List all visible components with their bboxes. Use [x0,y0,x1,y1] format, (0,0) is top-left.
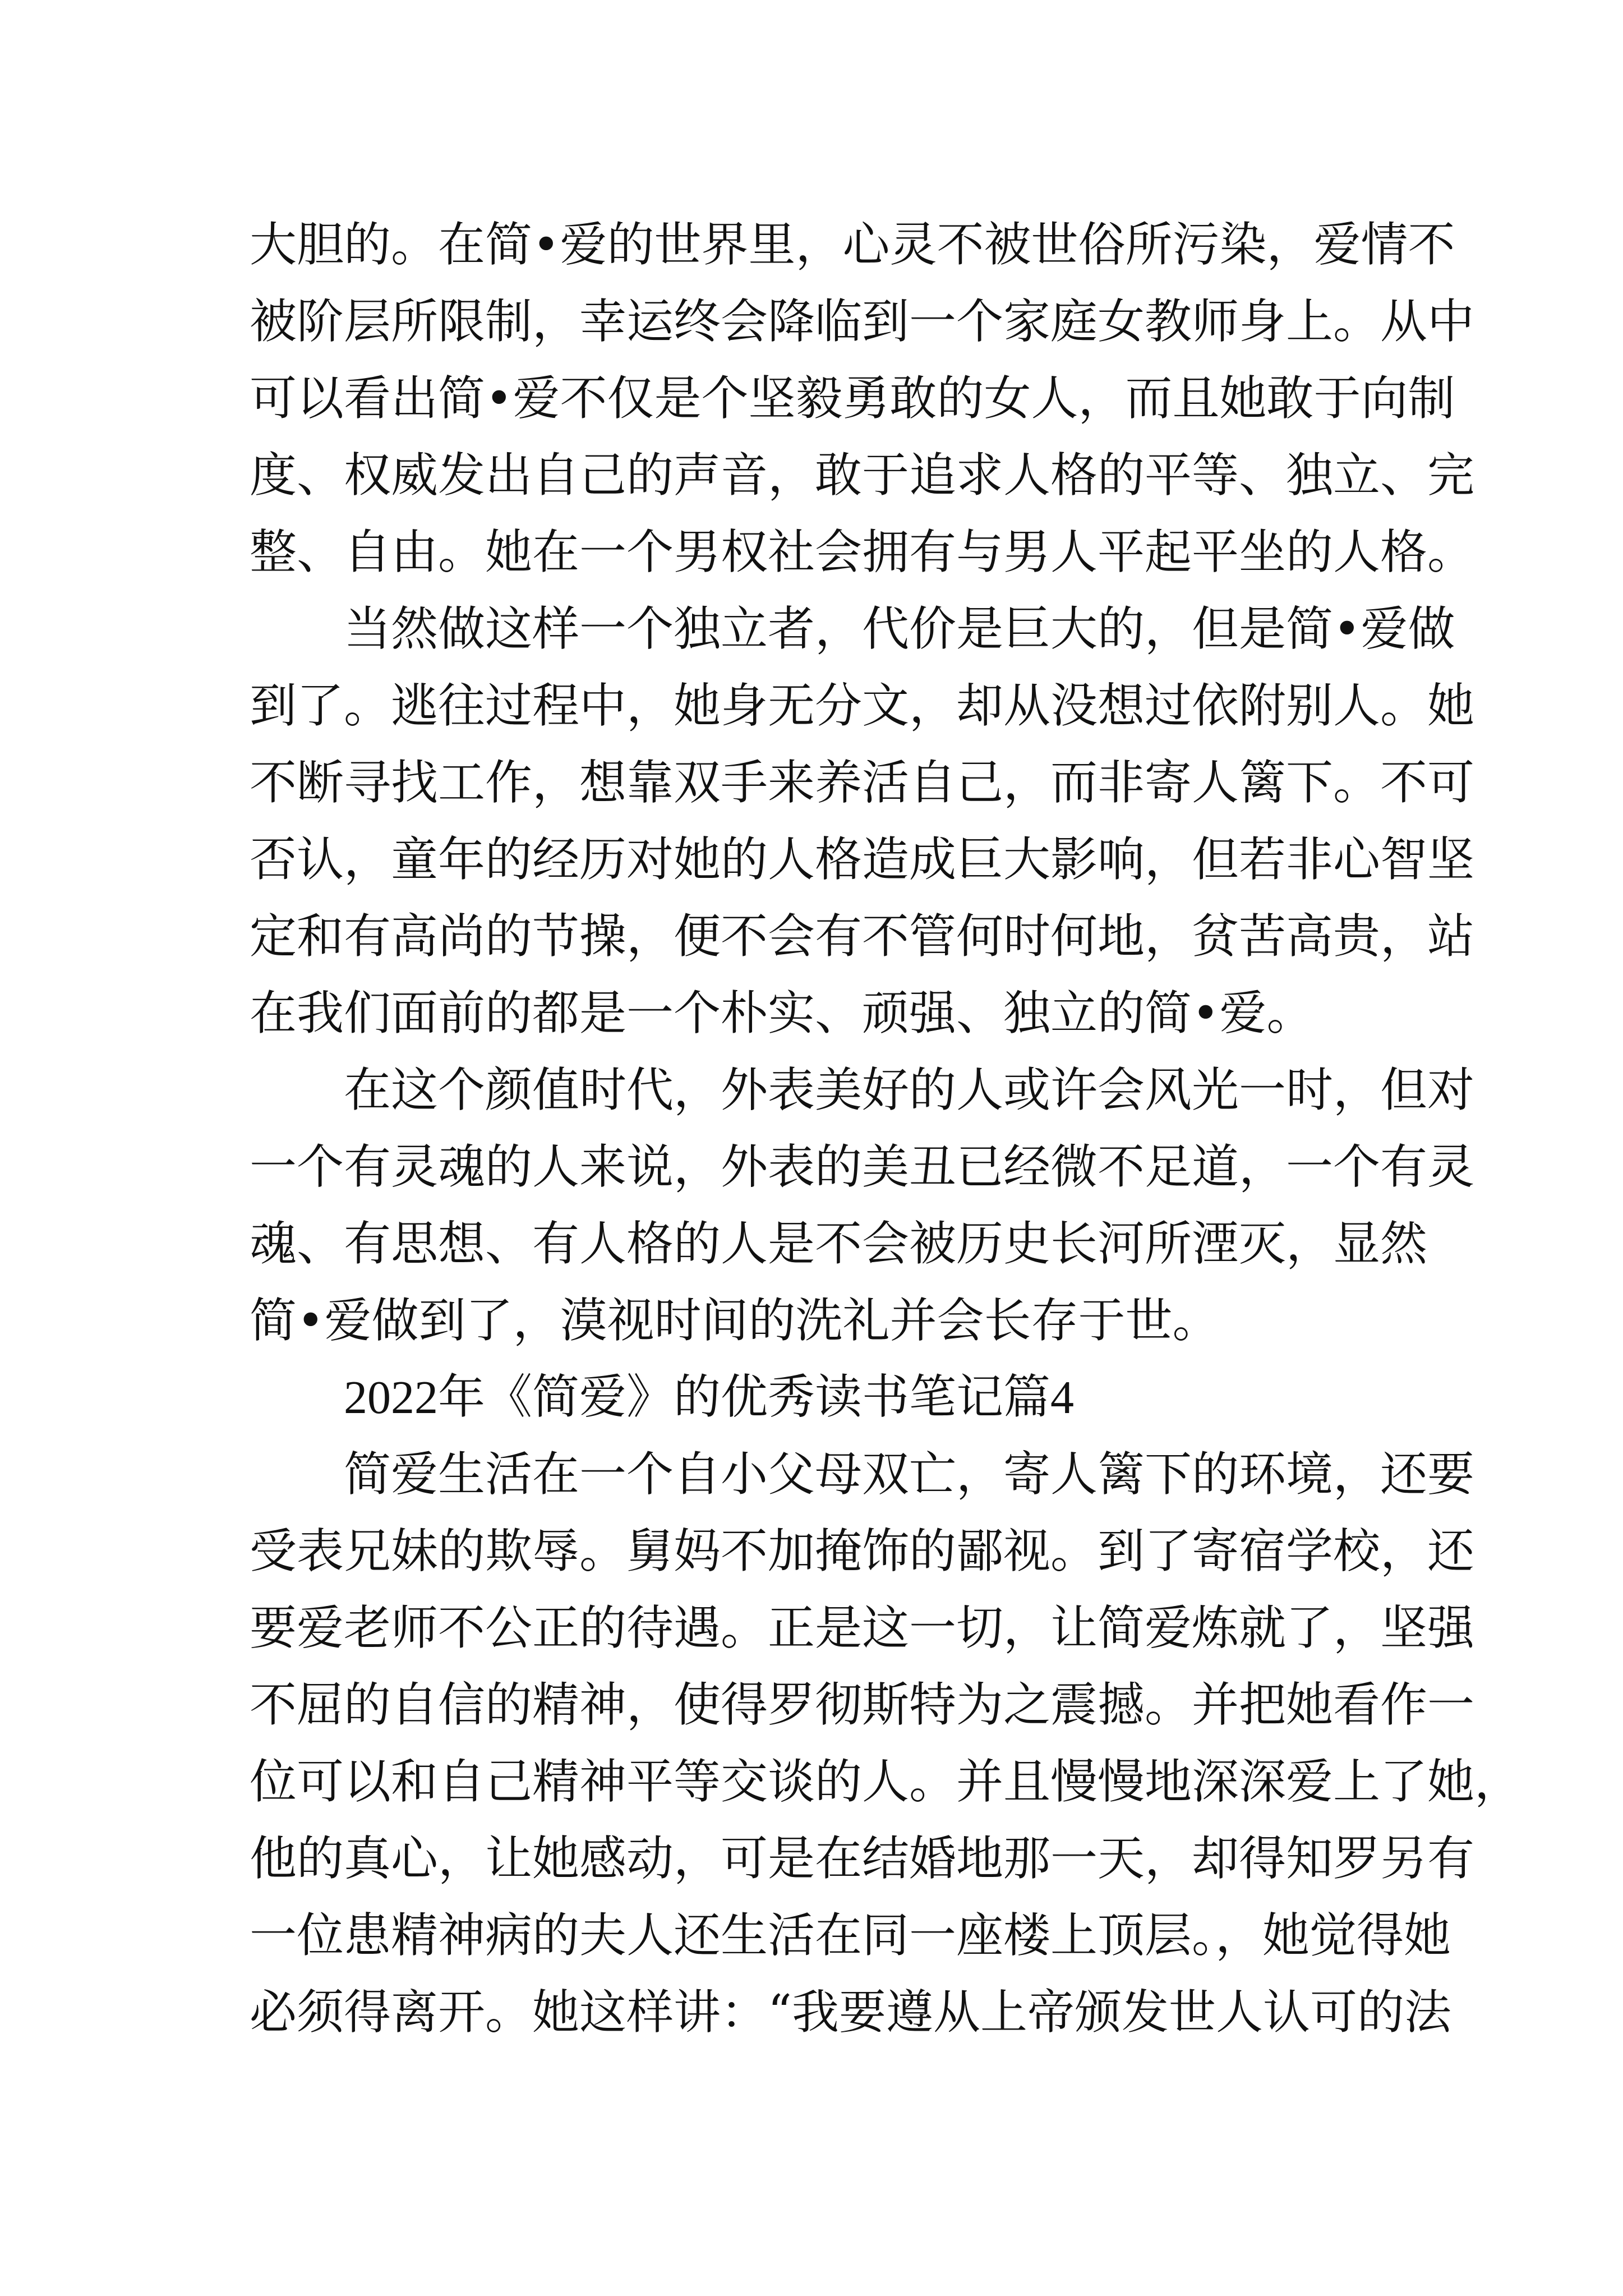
text-line: 不屈的自信的精神，使得罗彻斯特为之震撼。并把她看作一 [250,1677,1475,1732]
text-line: 受表兄妹的欺辱。舅妈不加掩饰的鄙视。到了寄宿学校，还 [250,1524,1475,1579]
text-line: 可以看出简•爱不仅是个坚毅勇敢的女人，而且她敢于向制 [250,371,1455,426]
text-line: 一位患精神病的夫人还生活在同一座楼上顶层。，她觉得她 [250,1908,1451,1963]
text-line: 定和有高尚的节操，便不会有不管何时何地，贫苦高贵，站 [250,909,1475,964]
text-line: 大胆的。在简•爱的世界里，心灵不被世俗所污染，爱情不 [250,217,1455,272]
section-heading: 2022年《简爱》的优秀读书笔记篇4 [344,1372,1075,1424]
text-line: 不断寻找工作，想靠双手来养活自己，而非寄人篱下。不可 [250,755,1475,810]
text-line: 要爱老师不公正的待遇。正是这一切，让简爱炼就了，坚强 [250,1600,1475,1655]
text-line: 否认，童年的经历对她的人格造成巨大影响，但若非心智坚 [250,832,1475,887]
text-line: 魂、有思想、有人格的人是不会被历史长河所湮灭，显然 [250,1216,1428,1271]
paragraph-first-line: 在这个颜值时代，外表美好的人或许会风光一时，但对 [344,1062,1475,1117]
document-body [250,206,1522,2051]
text-line: 简•爱做到了，漠视时间的洗礼并会长存于世。 [250,1293,1220,1348]
text-line: 被阶层所限制，幸运终会降临到一个家庭女教师身上。从中 [250,294,1475,349]
text-line: 在我们面前的都是一个朴实、顽强、独立的简•爱。 [250,986,1314,1041]
text-line: 一个有灵魂的人来说，外表的美丑已经微不足道，一个有灵 [250,1139,1475,1194]
paragraph-first-line: 简爱生活在一个自小父母双亡，寄人篱下的环境，还要 [344,1447,1475,1502]
text-line: 他的真心，让她感动，可是在结婚地那一天，却得知罗另有 [250,1831,1475,1886]
text-line: 位可以和自己精神平等交谈的人。并且慢慢地深深爱上了她， [250,1754,1522,1809]
text-line: 整、自由。她在一个男权社会拥有与男人平起平坐的人格。 [250,524,1475,579]
paragraph-first-line: 当然做这样一个独立者，代价是巨大的，但是简•爱做 [344,601,1455,656]
text-line: 必须得离开。她这样讲：“我要遵从上帝颁发世人认可的法 [250,1985,1451,2040]
text-line: 度、权威发出自己的声音，敢于追求人格的平等、独立、完 [250,448,1475,503]
text-line: 到了。逃往过程中，她身无分文，却从没想过依附别人。她 [250,678,1475,733]
